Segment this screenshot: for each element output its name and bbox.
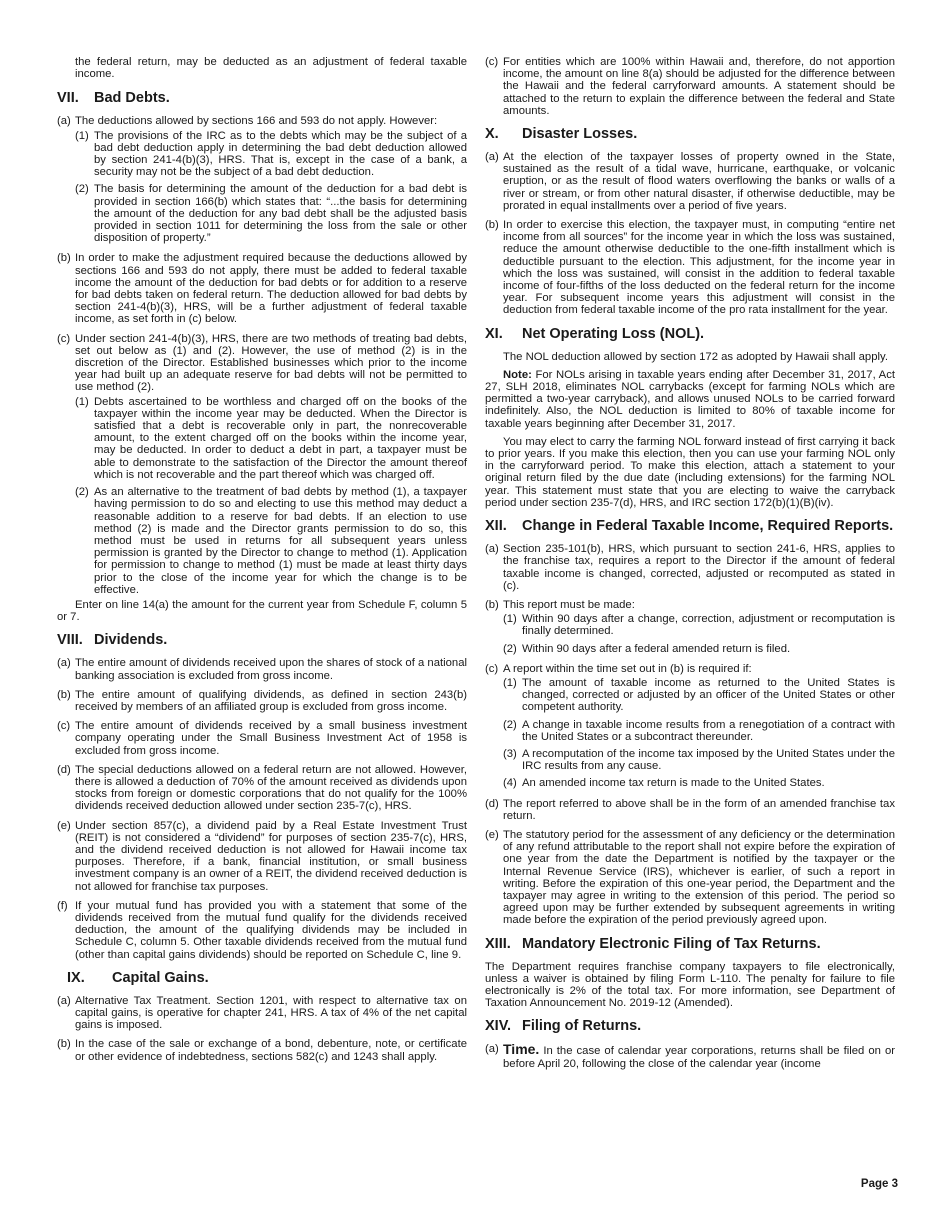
- carryforward-item-c: (c) For entities which are 100% within Hawaii and, therefore, do not apportion income, the amount on line 8(a) should be adjusted for the difference between the Hawaii and the federal carryforward amounts. A statement should be attached to the return to explain the difference between the federal and State amounts.: [485, 56, 895, 117]
- section-ix-item-a: (a) Alternative Tax Treatment. Section 1201, with respect to alternative tax on capital gains, is operative for chapter 241, HRS. A tax of 4% of the net capital gains is imposed.: [57, 994, 467, 1032]
- section-vii-item-c1: (1) Debts ascertained to be worthless and charged off on the books of the taxpayer within the income year may be deducted. When the Director is satisfied that a debt is recoverable only in part, the nonrecoverable amount, to the extent charged off on the books within the income year, may be deducted. In order to deduct a debt in part, a taxpayer must be able to demonstrate to the satisfaction of the Director the amount thereof which is not recoverable and the part thereof which was charged off.: [75, 395, 467, 481]
- section-xii-item-c4: (4) An amended income tax return is made to the United States.: [503, 777, 825, 790]
- section-viii-item-e: (e) Under section 857(c), a dividend paid by a Real Estate Investment Trust (REIT) is not considered a “dividend” for purposes of section 235-7(c), HRS, and the dividend received deduction is not allowed for Hawaii income tax purposes. Therefore, if a bank, financial institution, or small business investment company is an owner of a REIT, the dividend received deduction is not allowed for franchise tax purposes.: [57, 819, 467, 893]
- note-label: Note:: [503, 368, 532, 381]
- section-xii-item-d: (d) The report referred to above shall be in the form of an amended franchise tax return.: [485, 797, 895, 822]
- right-column: [485, 56, 895, 1077]
- section-x-heading: X. Disaster Losses.: [485, 126, 638, 143]
- section-xii-item-b: (b) This report must be made:: [485, 598, 635, 611]
- section-xii-item-c1: (1) The amount of taxable income as returned to the United States is changed, corrected or adjusted by an officer of the United States or other competent authority.: [503, 676, 895, 714]
- section-xiv-item-a: (a) Time. In the case of calendar year corporations, returns shall be filed on or before April 20, following the close of the calendar year (income: [485, 1041, 895, 1070]
- section-viii-item-a: (a) The entire amount of dividends received upon the shares of stock of a national banking association is excluded from gross income.: [57, 657, 467, 682]
- page-number: Page 3: [860, 1178, 898, 1190]
- section-x-item-a: (a) At the election of the taxpayer losses of property owned in the State, sustained as the result of a tidal wave, hurricane, earthquake, or volcanic eruption, or as the result of flood waters overflowing the banks or walls of a river or stream, or from other natural disaster, if otherwise deductible, may be prorated in equal installments over a period of five years.: [485, 151, 895, 212]
- section-xii-heading: XII. Change in Federal Taxable Income, Required Reports.: [485, 518, 894, 535]
- section-viii-heading: VIII. Dividends.: [57, 632, 168, 649]
- section-xii-item-c2: (2) A change in taxable income results from a renegotiation of a contract with the United States or a subcontract thereunder.: [503, 718, 895, 743]
- section-xiv-heading: XIV. Filing of Returns.: [485, 1018, 642, 1035]
- section-viii-item-d: (d) The special deductions allowed on a federal return are not allowed. However, there is allowed a deduction of 70% of the amount received as dividends upon stocks from foreign or domestic corporations that do not qualify for the 100% dividends received deduction allowed under section 235-7(c), HRS.: [57, 763, 467, 813]
- time-label: Time.: [503, 1041, 540, 1058]
- section-xii-item-c: (c) A report within the time set out in (b) is required if:: [485, 662, 752, 675]
- section-vii-heading: VII. Bad Debts.: [57, 90, 170, 107]
- section-xiii-paragraph: The Department requires franchise company taxpayers to file electronically, unless a waiver is obtained by filing Form L-110. The penalty for failure to file electronically is 2% of the total tax. For more information, see Department of Taxation Announcement No. 2019-12 (Amended).: [485, 960, 895, 1010]
- section-xi-note: [485, 369, 895, 430]
- section-xi-paragraph-2: You may elect to carry the farming NOL forward instead of first carrying it back to prior years. If you make this election, then you can use your farming NOL only in the carryforward period. To make this election, attach a statement to your original return filed by the due date (including extensions) for the farming NOL year. This statement must state that you are electing to waive the carryback period under section 235-7(d), HRS, and IRC section 172(b)(1)(B)(iv).: [485, 435, 895, 509]
- section-vii-item-c: (c) Under section 241-4(b)(3), HRS, there are two methods of treating bad debts, set out below as (1) and (2). However, the use of method (2) is in the discretion of the Director. Established businesses which prior to the income year had built up an adequate reserve for bad debts will not be permitted to use method (2).: [57, 332, 467, 394]
- section-xii-item-a: (a) Section 235-101(b), HRS, which pursuant to section 241-6, HRS, applies to the franchise tax, requires a report to the Director if the amount of federal taxable income is changed, corrected, adjusted or recomputed as stated in (c).: [485, 543, 895, 592]
- note-text: For NOLs arising in taxable years ending after December 31, 2017, Act 27, SLH 2018, eliminates NOL carrybacks (except for farming NOLs which are permitted a two-year carryback), and allows unused NOLs to be carried forward indefinitely. Also, the NOL deduction is limited to 80% of taxable income for taxable years beginning after December 31, 2017.: [485, 368, 895, 430]
- section-xiii-heading: XIII. Mandatory Electronic Filing of Tax Returns.: [485, 935, 821, 952]
- section-ix-item-b: (b) In the case of the sale or exchange of a bond, debenture, note, or certificate or other evidence of indebtedness, sections 582(c) and 1243 shall apply.: [57, 1038, 467, 1063]
- section-xi-paragraph-1: The NOL deduction allowed by section 172 as adopted by Hawaii shall apply.: [503, 350, 888, 363]
- section-xii-item-b2: (2) Within 90 days after a federal amended return is filed.: [503, 642, 791, 655]
- left-column: [57, 56, 467, 1070]
- section-viii-item-c: (c) The entire amount of dividends received by a small business investment company operating under the Small Business Investment Act of 1958 is excluded from gross income.: [57, 720, 467, 757]
- section-ix-heading: IX. Capital Gains.: [67, 969, 209, 986]
- section-vii-item-a2: (2) The basis for determining the amount of the deduction for a bad debt is provided in section 166(b) which states that: “...the basis for determining the amount of the deduction for any bad debt shall be the adjusted basis provided in section 1011 for determining the loss from the sale or other disposition of property.”: [75, 183, 467, 245]
- section-viii-item-f: (f) If your mutual fund has provided you with a statement that some of the dividends received from the mutual fund qualify for the dividends received deduction, the amount of the qualifying dividends may be included in Schedule C, column 5. Other taxable dividends received from the mutual fund (other than capital gains dividends) should be reported on Schedule C, line 9.: [57, 899, 467, 961]
- section-viii-item-b: (b) The entire amount of qualifying dividends, as defined in section 243(b) received by members of an affiliated group is excluded from gross income.: [57, 688, 467, 713]
- section-xi-heading: XI. Net Operating Loss (NOL).: [485, 325, 705, 342]
- section-vii-item-a1: (1) The provisions of the IRC as to the debts which may be the subject of a bad debt deduction apply in determining the bad debt deduction allowed by section 241-4(b)(3), HRS. That is, except in the case of a bank, a security may not be the subject of a bad debt deduction.: [75, 129, 467, 179]
- section-vii-item-a: (a) The deductions allowed by sections 166 and 593 do not apply. However:: [57, 115, 438, 128]
- section-xii-item-c3: (3) A recomputation of the income tax imposed by the United States under the IRC results from any cause.: [503, 747, 895, 773]
- time-text: In the case of calendar year corporations, returns shall be filed on or before April 20, following the close of the calendar year (income: [503, 1045, 895, 1070]
- section-x-item-b: (b) In order to exercise this election, the taxpayer must, in computing “entire net income from all sources” for the income year in which the loss was sustained, reduce the amount otherwise deductible to the one-fifth installment which is deductible pursuant to the election. This adjustment, for the income year in which the loss was sustained, will consist in the addition to federal taxable income of four-fifths of the loss deducted on the federal return for the income year. For subsequent income years this adjustment will consist in the deduction from federal taxable income of the pro rata installment for the year.: [485, 219, 895, 317]
- intro-continuation: the federal return, may be deducted as an adjustment of federal taxable income.: [75, 56, 467, 81]
- section-vii-item-c2: (2) As an alternative to the treatment of bad debts by method (1), a taxpayer having permission to do so and electing to use this method may deduct a reasonable addition to a reserve for bad debts. If an election to use method (2) is made and the Director grants permission to do so, this method must be used in returns for all subsequent years unless permission is granted by the Director to change to method (1). Application for permission to change to method (1) must be made at least thirty days prior to the close of the income year for which the change is to be effective.: [75, 486, 467, 596]
- section-xii-item-b1: (1) Within 90 days after a change, correction, adjustment or recomputation is finally determined.: [503, 613, 895, 638]
- section-xii-item-e: (e) The statutory period for the assessment of any deficiency or the determination of any refund attributable to the report shall not expire before the expiration of one year from the date the Department is notified by the taxpayer or the Internal Revenue Service (IRS), whichever is earlier, of such a report in writing. Before the expiration of this one-year period, the Department and the taxpayer may agree in writing to the extension of this period. The period so agreed upon may be further extended by subsequent agreements in writing made before the expiration of the period previously agreed upon.: [485, 828, 895, 927]
- section-vii-item-b: (b) In order to make the adjustment required because the deductions allowed by sections 166 and 593 do not apply, there must be added to federal taxable income the amount of the deduction for bad debts or for addition to a reserve for bad debts taken on federal return. The deduction allowed for bad debts by section 241-4(b)(3), HRS, will be a further adjustment of federal taxable income, as set forth in (c) below.: [57, 252, 467, 326]
- section-vii-enter-line: Enter on line 14(a) the amount for the current year from Schedule F, column 5 or 7.: [57, 598, 467, 624]
